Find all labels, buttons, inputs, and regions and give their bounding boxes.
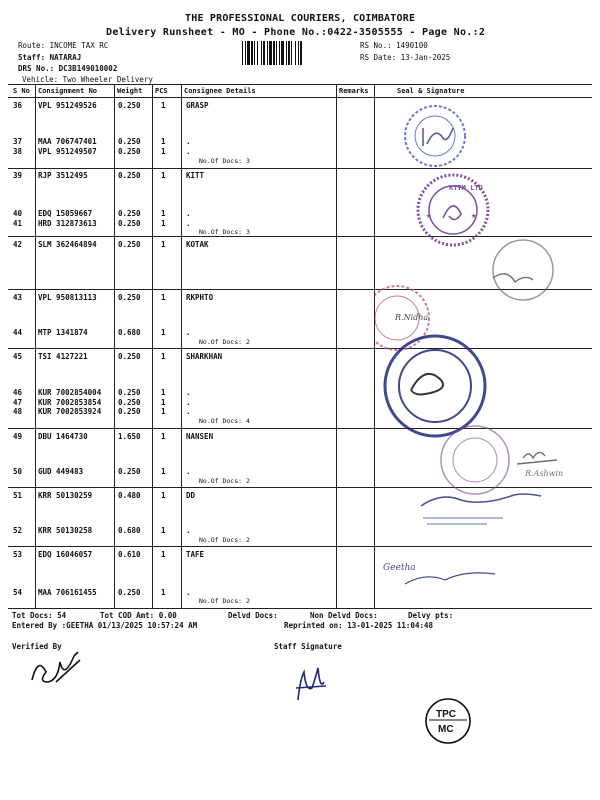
row-pcs: 1 [161, 219, 166, 228]
col-pcs: PCS [155, 87, 168, 95]
row-dot: . [186, 407, 191, 416]
row-consignment: TSI 4127221 [38, 352, 88, 361]
row-sno: 39 [13, 171, 23, 180]
barcode [242, 41, 354, 65]
row-weight: 0.250 [118, 219, 141, 228]
row-weight: 0.250 [118, 240, 141, 249]
row-pcs: 1 [161, 328, 166, 337]
row-weight: 1.650 [118, 432, 141, 441]
entered-by: Entered By :GEETHA 01/13/2025 10:57:24 AM [12, 621, 198, 630]
row-sno: 37 [13, 137, 23, 146]
vehicle-field: Vehicle: Two Wheeler Delivery [22, 75, 153, 84]
row-weight: 0.250 [118, 209, 141, 218]
row-consignment: KUR 7002853854 [38, 398, 102, 407]
row-consignment: VPL 951249507 [38, 147, 97, 156]
tafe-signature [383, 563, 495, 584]
staff-signature-label: Staff Signature [274, 642, 342, 651]
row-dot: . [186, 526, 191, 535]
row-sno: 38 [13, 147, 23, 156]
row-consignment: KUR 7002854004 [38, 388, 102, 397]
row-dot: . [186, 209, 191, 218]
row-sno: 40 [13, 209, 23, 218]
row-sno: 44 [13, 328, 23, 337]
svg-text:★: ★ [471, 211, 477, 221]
row-pcs: 1 [161, 407, 166, 416]
rkphto-stamp [375, 286, 429, 350]
rs-date-field: RS Date: 13-Jan-2025 [360, 53, 451, 62]
row-consignment: VPL 951249526 [38, 101, 97, 110]
row-pcs: 1 [161, 588, 166, 597]
consignee-name: KOTAK [186, 240, 209, 249]
col-consignee: Consignee Details [184, 87, 256, 95]
row-pcs: 1 [161, 550, 166, 559]
svg-text:TPC: TPC [436, 709, 456, 720]
row-sno: 41 [13, 219, 23, 228]
row-pcs: 1 [161, 467, 166, 476]
row-sno: 36 [13, 101, 23, 110]
row-weight: 0.250 [118, 407, 141, 416]
row-pcs: 1 [161, 491, 166, 500]
row-sno: 51 [13, 491, 23, 500]
row-weight: 0.250 [118, 352, 141, 361]
docs-count: No.Of Docs: 3 [199, 157, 250, 165]
delivery-points: Delvy pts: [408, 611, 454, 620]
row-consignment: KRR 50130258 [38, 526, 93, 535]
row-dot: . [186, 137, 191, 146]
row-consignment: EDQ 16046057 [38, 550, 93, 559]
row-pcs: 1 [161, 137, 166, 146]
row-sno: 46 [13, 388, 23, 397]
total-cod: Tot COD Amt: 0.00 [100, 611, 177, 620]
row-consignment: RJP 3512495 [38, 171, 88, 180]
row-pcs: 1 [161, 147, 166, 156]
row-consignment: KUR 7002853924 [38, 407, 102, 416]
rs-no-field: RS No.: 1490100 [360, 41, 428, 50]
row-weight: 0.250 [118, 171, 141, 180]
non-delivered-docs: Non Delvd Docs: [310, 611, 378, 620]
row-consignment: VPL 950813113 [38, 293, 97, 302]
runsheet-title: Delivery Runsheet - MO - Phone No.:0422-3505555 - Page No.:2 [106, 27, 486, 38]
row-weight: 0.250 [118, 293, 141, 302]
row-sno: 54 [13, 588, 23, 597]
row-consignment: MTP 1341874 [38, 328, 88, 337]
row-sno: 47 [13, 398, 23, 407]
row-pcs: 1 [161, 240, 166, 249]
row-dot: . [186, 328, 191, 337]
row-consignment: GUD 449483 [38, 467, 84, 476]
docs-count: No.Of Docs: 2 [199, 597, 250, 605]
docs-count: No.Of Docs: 2 [199, 338, 250, 346]
row-consignment: MAA 706161455 [38, 588, 97, 597]
row-weight: 0.250 [118, 137, 141, 146]
col-consignment: Consignment No [38, 87, 98, 95]
grasp-stamp [405, 106, 465, 166]
row-weight: 0.480 [118, 491, 141, 500]
row-pcs: 1 [161, 101, 166, 110]
row-sno: 50 [13, 467, 23, 476]
row-sno: 42 [13, 240, 23, 249]
drs-field: DRS No.: DC3B149010002 [18, 64, 118, 73]
row-consignment: SLM 362464894 [38, 240, 97, 249]
row-pcs: 1 [161, 526, 166, 535]
sharkhan-stamp [385, 336, 485, 436]
row-pcs: 1 [161, 293, 166, 302]
row-weight: 0.250 [118, 147, 141, 156]
row-sno: 43 [13, 293, 23, 302]
row-consignment: KRR 50130259 [38, 491, 93, 500]
row-dot: . [186, 147, 191, 156]
delivered-docs: Delvd Docs: [228, 611, 278, 620]
docs-count: No.Of Docs: 2 [199, 477, 250, 485]
row-consignment: HRD 312873613 [38, 219, 97, 228]
row-weight: 0.250 [118, 467, 141, 476]
col-weight: Weight [117, 87, 143, 95]
row-sno: 48 [13, 407, 23, 416]
route-field: Route: INCOME TAX RC [18, 41, 109, 50]
svg-text:R.Nidha: R.Nidha [395, 313, 429, 322]
row-sno: 53 [13, 550, 23, 559]
row-dot: . [186, 467, 191, 476]
kotak-stamp [493, 240, 553, 300]
staff-signature [292, 662, 332, 706]
row-weight: 0.680 [118, 328, 141, 337]
consignee-name: DD [186, 491, 196, 500]
consignee-name: TAFE [186, 550, 205, 559]
tpc-mc-stamp [423, 696, 473, 746]
staff-field: Staff: NATARAJ [18, 53, 82, 62]
reprinted-on: Reprinted on: 13-01-2025 11:04:48 [284, 621, 434, 630]
row-pcs: 1 [161, 209, 166, 218]
consignee-name: RKPHTO [186, 293, 214, 302]
col-sno: S No [13, 87, 30, 95]
row-pcs: 1 [161, 352, 166, 361]
col-remarks: Remarks [339, 87, 369, 95]
row-weight: 0.250 [118, 588, 141, 597]
row-sno: 45 [13, 352, 23, 361]
consignee-name: SHARKHAN [186, 352, 223, 361]
consignee-name: NANSEN [186, 432, 214, 441]
consignee-name: KITT [186, 171, 205, 180]
row-dot: . [186, 388, 191, 397]
row-weight: 0.250 [118, 388, 141, 397]
row-weight: 0.250 [118, 101, 141, 110]
row-weight: 0.250 [118, 398, 141, 407]
kitt-stamp [418, 175, 488, 245]
svg-text:R.Ashwin: R.Ashwin [525, 469, 564, 478]
row-sno: 52 [13, 526, 23, 535]
row-pcs: 1 [161, 432, 166, 441]
row-pcs: 1 [161, 171, 166, 180]
row-dot: . [186, 588, 191, 597]
row-pcs: 1 [161, 388, 166, 397]
consignee-name: GRASP [186, 101, 209, 110]
row-weight: 0.680 [118, 526, 141, 535]
row-dot: . [186, 398, 191, 407]
row-consignment: EDQ 15059667 [38, 209, 93, 218]
row-weight: 0.610 [118, 550, 141, 559]
row-sno: 49 [13, 432, 23, 441]
row-consignment: DBU 1464730 [38, 432, 88, 441]
nansen-stamp [441, 426, 563, 494]
verified-by-label: Verified By [12, 642, 62, 651]
docs-count: No.Of Docs: 2 [199, 536, 250, 544]
row-pcs: 1 [161, 398, 166, 407]
row-consignment: MAA 706747401 [38, 137, 97, 146]
docs-count: No.Of Docs: 4 [199, 417, 250, 425]
row-dot: . [186, 219, 191, 228]
col-seal-signature: Seal & Signature [397, 87, 465, 95]
total-docs: Tot Docs: 54 [12, 611, 67, 620]
svg-text:Geetha: Geetha [383, 563, 416, 573]
company-title: THE PROFESSIONAL COURIERS, COIMBATORE [185, 13, 416, 24]
svg-text:MC: MC [438, 724, 454, 735]
docs-count: No.Of Docs: 3 [199, 228, 250, 236]
dd-stamp [421, 494, 541, 524]
seal-signature-area [375, 98, 600, 608]
verified-signature [26, 650, 96, 690]
svg-text:KTTM LTD: KTTM LTD [449, 184, 483, 192]
svg-text:★: ★ [426, 211, 432, 221]
